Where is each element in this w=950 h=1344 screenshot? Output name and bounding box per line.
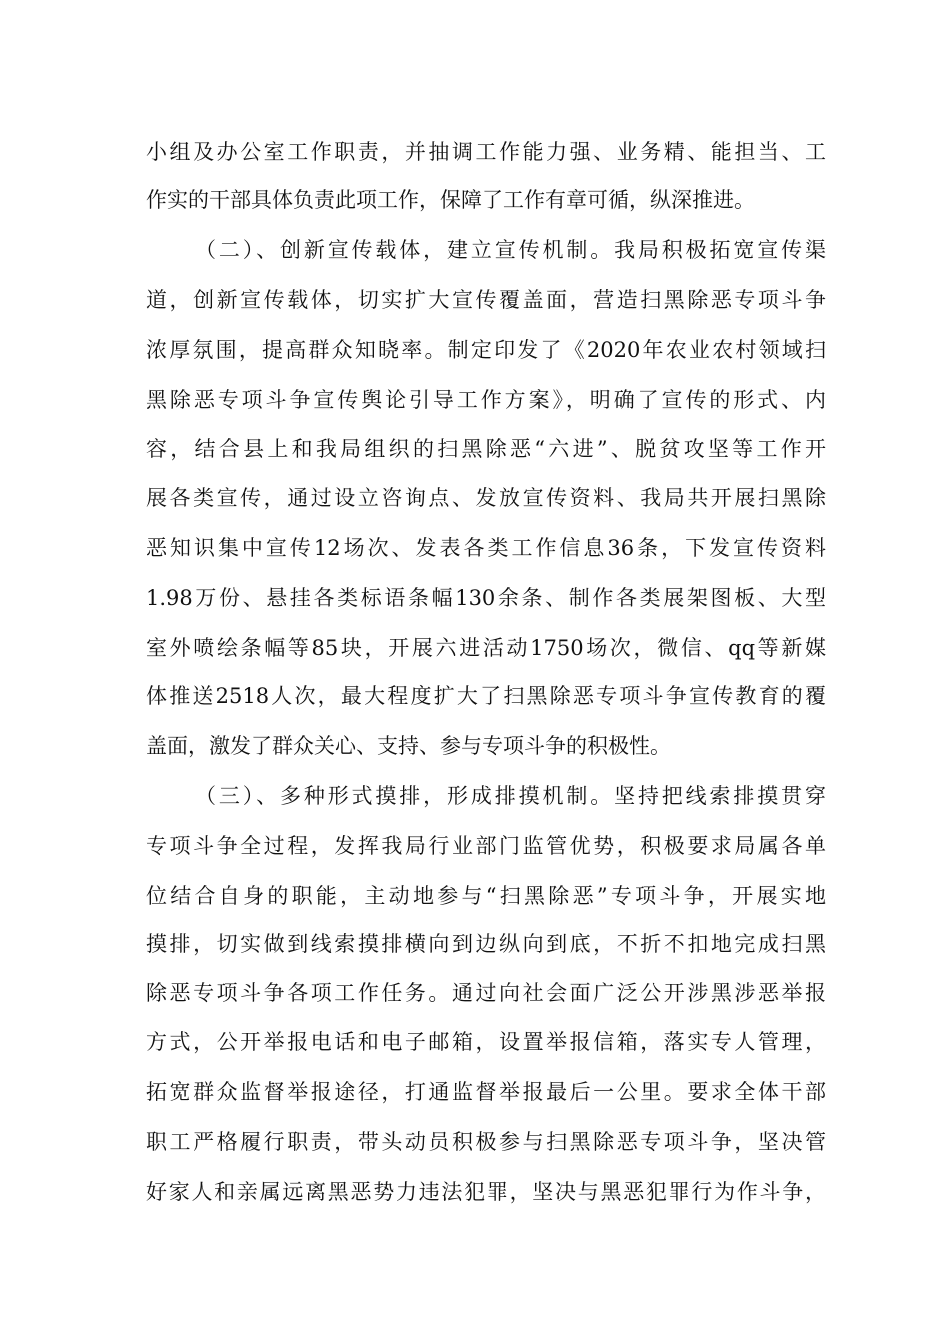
text-line: 1.98万份、悬挂各类标语条幅130余条、制作各类展架图板、大型 (146, 586, 826, 610)
text-line: 摸排，切实做到线索摸排横向到边纵向到底，不折不扣地完成扫黑 (146, 932, 826, 956)
text-line: 职工严格履行职责，带头动员积极参与扫黑除恶专项斗争，坚决管 (146, 1130, 826, 1154)
text-line: 恶知识集中宣传12场次、发表各类工作信息36条，下发宣传资料 (146, 536, 826, 560)
text-line: 道，创新宣传载体，切实扩大宣传覆盖面，营造扫黑除恶专项斗争 (146, 288, 826, 312)
text-line: 盖面，激发了群众关心、支持、参与专项斗争的积极性。 (146, 734, 671, 758)
paragraph-heading-line: （三）、多种形式摸排，形成排摸机制。坚持把线索排摸贯穿 (195, 784, 826, 808)
text-line: 除恶专项斗争各项工作任务。通过向社会面广泛公开涉黑涉恶举报 (146, 981, 826, 1005)
text-line: 体推送2518人次，最大程度扩大了扫黑除恶专项斗争宣传教育的覆 (146, 684, 826, 708)
paragraph-heading-line: （二）、创新宣传载体，建立宣传机制。我局积极拓宽宣传渠 (195, 238, 826, 262)
text-line: 拓宽群众监督举报途径，打通监督举报最后一公里。要求全体干部 (146, 1080, 826, 1104)
text-line: 容，结合县上和我局组织的扫黑除恶“六进”、脱贫攻坚等工作开 (146, 437, 826, 461)
text-line: 位结合自身的职能，主动地参与“扫黑除恶”专项斗争，开展实地 (146, 884, 826, 908)
text-line: 室外喷绘条幅等85块，开展六进活动1750场次，微信、qq等新媒 (146, 636, 826, 660)
text-line: 小组及办公室工作职责，并抽调工作能力强、业务精、能担当、工 (146, 140, 826, 164)
text-line: 专项斗争全过程，发挥我局行业部门监管优势，积极要求局属各单 (146, 834, 826, 858)
text-line: 黑除恶专项斗争宣传舆论引导工作方案》，明确了宣传的形式、内 (146, 388, 826, 412)
text-line: 好家人和亲属远离黑恶势力违法犯罪，坚决与黑恶犯罪行为作斗争， (146, 1180, 826, 1204)
text-line: 作实的干部具体负责此项工作，保障了工作有章可循，纵深推进。 (146, 188, 755, 212)
text-line: 展各类宣传，通过设立咨询点、发放宣传资料、我局共开展扫黑除 (146, 486, 826, 510)
text-line: 方式，公开举报电话和电子邮箱，设置举报信箱，落实专人管理， (146, 1030, 826, 1054)
text-line: 浓厚氛围，提高群众知晓率。制定印发了《2020年农业农村领域扫 (146, 338, 826, 362)
